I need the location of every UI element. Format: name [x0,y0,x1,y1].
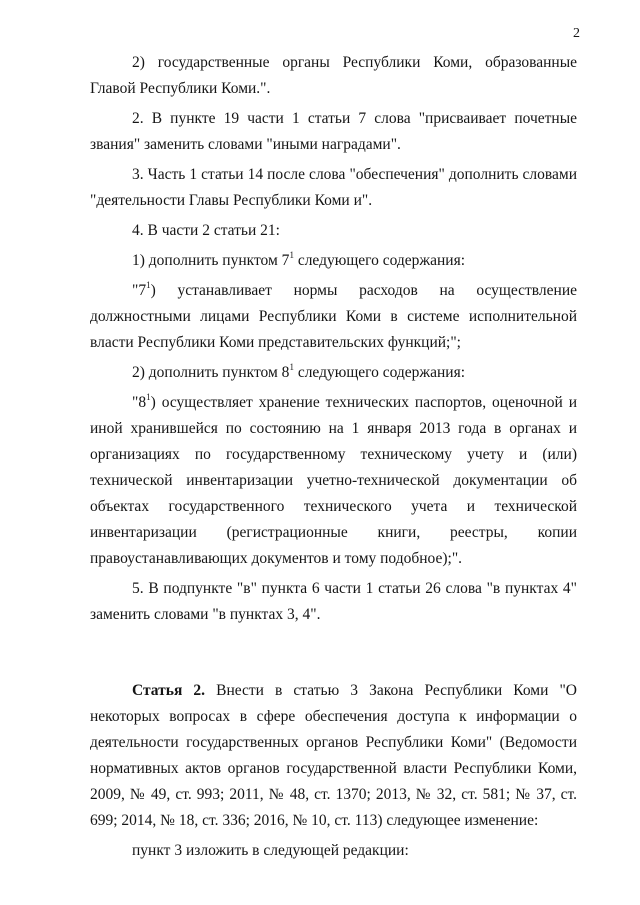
paragraph-point-8-1-text: "$8^1$) осуществляет хранение технических паспортов, оценочной и иной хранившейся по состоянию на 1 января 2013 года в органах и организациях по государственному техническому учету и (или) технической инвентаризации учетно-технической документации об объектах государственного технического учета и технической инвентаризации (регистрационные книги, реестры, копии правоустанавливающих документов и тому подобное);". [90,391,577,567]
paragraph-item-2-article7: 2. В пункте 19 части 1 статьи 7 слова "присваивает почетные звания" заменить словами "иными наградами". [90,110,577,153]
paragraph-item-4-article21: 4. В части 2 статьи 21: [132,222,280,239]
paragraph-add-point-7-1: 1) дополнить пунктом $7^1$ следующего содержания: [132,249,466,269]
paragraph-add-point-8-1: 2) дополнить пунктом $8^1$ следующего содержания: [132,361,466,381]
paragraph-item-3-article14: 3. Часть 1 статьи 14 после слова "обеспечения" дополнить словами "деятельности Главы Республики Коми и". [90,166,577,209]
page-number: 2 [573,26,580,41]
paragraph-item-5-article26: 5. В подпункте "в" пункта 6 части 1 статьи 26 слова "в пунктах 4" заменить словами "в пунктах 3, 4". [90,580,577,623]
document-body [90,50,577,864]
article-2-paragraph [90,678,577,834]
article-2-text: Внести в статью 3 Закона Республики Коми "О некоторых вопросах в сфере обеспечения доступа к информации о деятельности государственных органов Республики Коми" (Ведомости нормативных актов органов государственной власти Республики Коми, 2009, № 49, ст. 993; 2011, № 48, ст. 1370; 2013, № 32, ст. 581; № 37, ст. 699; 2014, № 18, ст. 336; 2016, № 10, ст. 113) следующее изменение: [90,682,578,829]
paragraph-point-7-1-text: "$7^1$) устанавливает нормы расходов на осуществление должностными лицами Республики Коми в системе исполнительной власти Республики Коми представительских функций;"; [90,279,577,351]
paragraph-point-3-edit: пункт 3 изложить в следующей редакции: [132,842,409,859]
article-2-label: Статья 2. [132,682,206,699]
paragraph-item-2-organs: 2) государственные органы Республики Коми, образованные Главой Республики Коми.". [90,54,577,97]
